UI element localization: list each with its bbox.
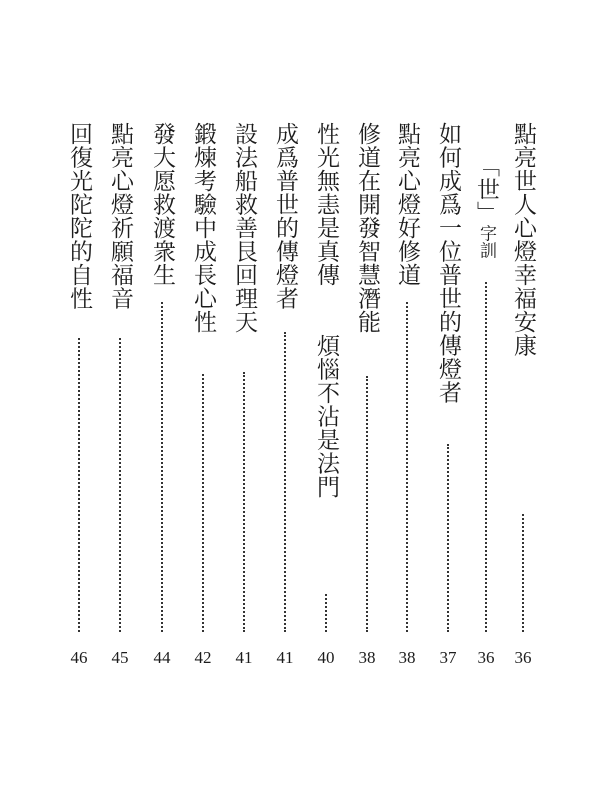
toc-entry-title: 成爲普世的傳燈者 xyxy=(272,122,298,310)
dot-leader xyxy=(522,514,524,632)
toc-entry-title: 點亮心燈好修道 xyxy=(394,122,420,287)
toc-entry-subtitle: 字訓 xyxy=(476,224,496,259)
toc-page-number: 45 xyxy=(111,648,129,667)
toc-entry[interactable] xyxy=(102,122,138,672)
dot-leader xyxy=(78,338,80,632)
dot-leader xyxy=(447,444,449,632)
toc-entry[interactable] xyxy=(185,122,221,672)
toc-entry-title: 鍛煉考驗中成長心性 xyxy=(190,122,216,334)
toc-page-number: 46 xyxy=(70,648,88,667)
dot-leader xyxy=(119,338,121,632)
toc-entry[interactable] xyxy=(61,122,97,672)
toc-page-number: 36 xyxy=(514,648,532,667)
toc-entry-title: 點亮世人心燈幸福安康 xyxy=(510,122,536,357)
toc-page-number: 36 xyxy=(477,648,495,667)
dot-leader xyxy=(325,594,327,632)
toc-page-number: 38 xyxy=(398,648,416,667)
toc-entry-title xyxy=(468,154,504,259)
dot-leader xyxy=(284,332,286,632)
toc-page-number: 42 xyxy=(194,648,212,667)
toc-entry-title: 性光無恚是真傳 xyxy=(313,122,339,287)
dot-leader xyxy=(366,376,368,632)
dot-leader xyxy=(485,282,487,632)
dot-leader xyxy=(161,302,163,632)
toc-entry[interactable] xyxy=(430,122,466,672)
toc-entry-title: 設法船救善艮回理天 xyxy=(231,122,257,334)
toc-entry-title: 修道在開發智慧潛能 xyxy=(354,122,380,334)
toc-page-number: 37 xyxy=(439,648,457,667)
dot-leader xyxy=(243,372,245,632)
dot-leader xyxy=(406,302,408,632)
toc-entry-title-second: 煩惱不沾是法門 xyxy=(313,334,339,499)
dot-leader xyxy=(202,374,204,632)
toc-page-number: 44 xyxy=(153,648,171,667)
toc-entry[interactable] xyxy=(349,122,385,672)
toc-page-number: 41 xyxy=(276,648,294,667)
toc-entry[interactable] xyxy=(308,122,344,672)
toc-entry-title: 發大愿救渡衆生 xyxy=(149,122,175,287)
toc-entry-title-main: 「世」 xyxy=(473,154,499,225)
toc-entry[interactable] xyxy=(505,122,541,672)
toc-entry[interactable] xyxy=(468,122,504,672)
toc-entry[interactable] xyxy=(226,122,262,672)
toc-page-number: 38 xyxy=(358,648,376,667)
toc-entry[interactable] xyxy=(267,122,303,672)
toc-entry-title: 如何成爲一位普世的傳燈者 xyxy=(435,122,461,404)
toc-entry-title: 點亮心燈祈願福音 xyxy=(107,122,133,310)
toc-page-number: 40 xyxy=(317,648,335,667)
toc-entry[interactable] xyxy=(144,122,180,672)
toc-entry-title: 回復光陀陀的自性 xyxy=(66,122,92,310)
toc-page-number: 41 xyxy=(235,648,253,667)
toc-entry[interactable] xyxy=(389,122,425,672)
